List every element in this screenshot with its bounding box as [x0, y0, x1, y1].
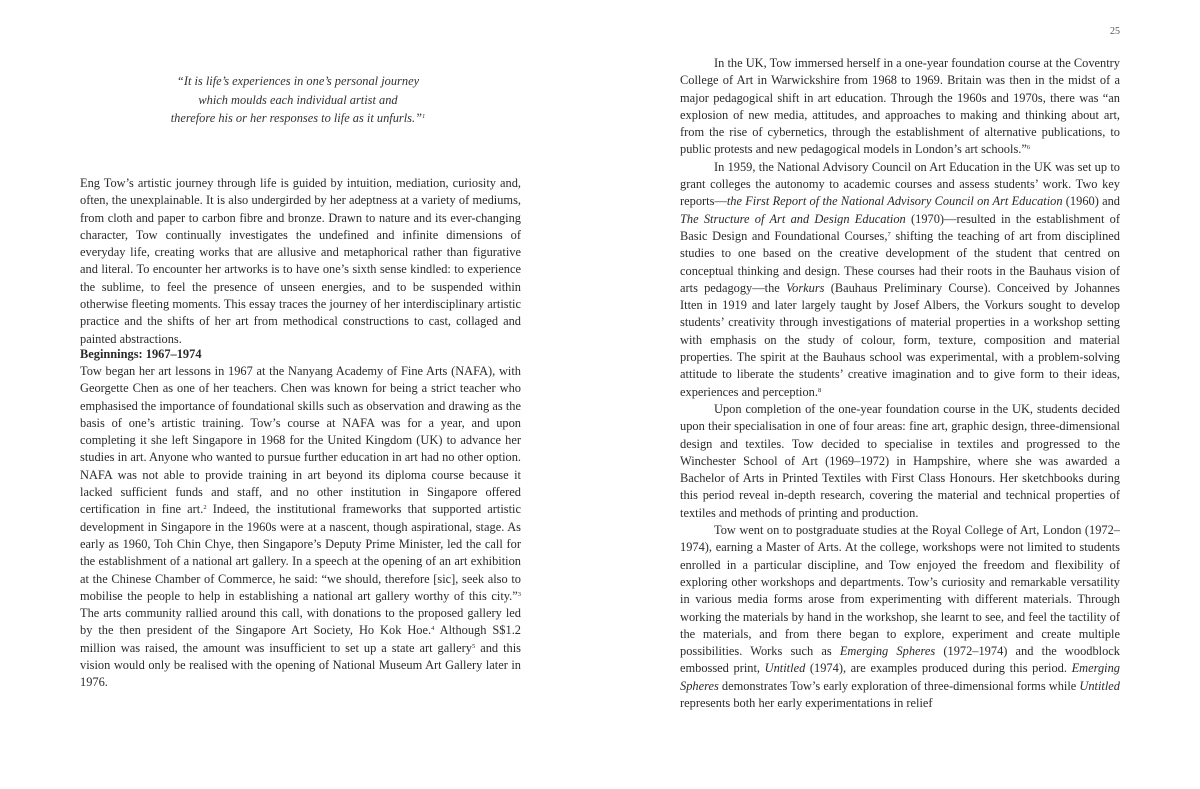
paragraph: Tow went on to postgraduate studies at the Royal College of Art, London (1972–1974), earning a Master of Arts. At the college, workshops were not limited to students enrolled in a particular discipline, and Tow enjoyed the freedom and flexibility of exploring other workshops and departments. Tow’s curiosity and remarkable versatility in various media forms arose from experimenting with different materials. Through working the materials by hand in the workshop, she learnt to see, and feel the tactility of the materials, and from there began to explore, experiment and create multiple possibilities. Works such as Emerging Spheres (1972–1974) and the woodblock embossed print, Untitled (1974), are examples produced during this period. Emerging Spheres demonstrates Tow’s early exploration of three-dimensional forms while Untitled represents both her early experimentations in relief: [680, 523, 1120, 710]
epigraph-line: “It is life’s experiences in one’s personal journey: [176, 74, 420, 88]
page-number: 25: [1110, 26, 1120, 37]
footnote-ref[interactable]: 2: [203, 504, 207, 512]
epigraph-line: which moulds each individual artist and: [198, 92, 398, 107]
footnote-ref[interactable]: 6: [1026, 144, 1031, 152]
footnote-ref[interactable]: 1: [422, 113, 426, 121]
section-body: [80, 363, 521, 692]
section-heading: Beginnings: 1967–1974: [80, 347, 202, 361]
intro-paragraph: [80, 175, 521, 348]
right-body: [680, 55, 1120, 712]
section-paragraph: Tow began her art lessons in 1967 at the Nanyang Academy of Fine Arts (NAFA), with Georgette Chen as one of her teachers. Chen was known for being a strict teacher who emphasised the importance of foundational skills such as observation and drawing as the basis of one’s artistic training. Tow’s course at NAFA was for a year, and upon completing it she left Singapore in 1968 for the United Kingdom (UK) to advance her studies in art. Anyone who wanted to pursue further education in art had no other option. NAFA was not able to provide training in art beyond its diploma course because it lacked sufficient funds and staff, and no other institution in Singapore offered certification in fine art.$^2$ Indeed, the institutional frameworks that supported artistic development in Singapore in the 1960s were at a nascent, though aspirational, stage. As early as 1960, Toh Chin Chye, then Singapore’s Deputy Prime Minister, led the call for the establishment of a national art gallery. In a speech at the opening of an art exhibition at the Chinese Chamber of Commerce, he said: “we should, therefore [sic], seek also to mobilise the people to help in establishing a national art gallery worthy of this city.”$^3$ The arts community rallied around this call, with donations to the proposed gallery led by the then president of the Singapore Art Society, Ho Kok Hoe.$^4$ Although S$1.2 million was raised, the amount was insufficient to set up a state art gallery$^5$ and this vision would only be realised with the opening of National Museum Art Gallery later in 1976.: [80, 364, 522, 690]
paragraph: In 1959, the National Advisory Council on Art Education in the UK was set up to grant colleges the autonomy to academic courses and assess students’ work. Two key reports—the First Report of the National Advisory Council on Art Education (1960) and The Structure of Art and Design Education (1970)—resulted in the establishment of Basic Design and Foundational Courses,$^7$ shifting the teaching of art from disciplined studies to one based on the creative development of the student that centred on conceptual thinking and design. These courses had their roots in the Bauhaus vision of arts pedagogy—the Vorkurs (Bauhaus Preliminary Course). Conceived by Johannes Itten in 1919 and later largely taught by Josef Albers, the Vorkurs sought to develop students’ creativity through investigations of material properties in a workshop setting with emphasis on the study of colour, form, texture, composition and material properties. The spirit at the Bauhaus school was experimental, with a problem-solving attitude to liberate the students’ creative imagination and to give form to their ideas, experiences and perception.$^8$: [680, 159, 1121, 399]
footnote-ref[interactable]: 8: [817, 386, 822, 394]
paragraph: Upon completion of the one-year foundation course in the UK, students decided upon their specialisation in one of four areas: fine art, graphic design, three-dimensional design and textiles. Tow decided to specialise in textiles and progressed to the Winchester School of Art (1969–1972) in Hampshire, where she was awarded a Bachelor of Arts in Printed Textiles with First Class Honours. Her sketchbooks during this period reveal in-depth research, covering the material and technical properties of textiles and methods of printing and production.: [680, 401, 1120, 520]
footnote-ref[interactable]: 3: [517, 590, 521, 598]
paragraph: In the UK, Tow immersed herself in a one-year foundation course at the Coventry College of Art in Warwickshire from 1968 to 1969. Britain was then in the midst of a major pedagogical shift in art education. Through the 1960s and 1970s, there was “an explosion of new media, attitudes, and approaches to making and thinking about art, from the rise of cybernetics, through the establishment of alternative publications, to public protests and new pedagogical models in London’s art schools.”$^6$: [680, 56, 1120, 157]
epigraph: [120, 72, 476, 128]
footnote-ref[interactable]: 4: [431, 625, 435, 633]
right-page: [600, 0, 1200, 789]
epigraph-line: therefore his or her responses to life as it unfurls.”$^1$: [170, 111, 426, 126]
footnote-ref[interactable]: 7: [887, 230, 891, 238]
intro-text: Eng Tow’s artistic journey through life is guided by intuition, mediation, curiosity and, often, the unexplainable. It is also undergirded by her adeptness at a variety of mediums, from cloth and paper to carbon fibre and bronze. Drawn to nature and its ever-changing character, Tow continually investigates the undefined and infinite dimensions of everyday life, creating works that are allusive and metaphorical rather than figurative and literal. To encounter her artworks is to have one’s sixth sense kindled: to experience the sublime, to feel the presence of unseen energies, and to be suspended within otherwise fleeting moments. This essay traces the journey of her interdisciplinary artistic practice and the shifts of her art from methodical constructions to cast, collaged and painted abstractions.: [80, 176, 521, 346]
footnote-ref[interactable]: 5: [471, 642, 476, 650]
